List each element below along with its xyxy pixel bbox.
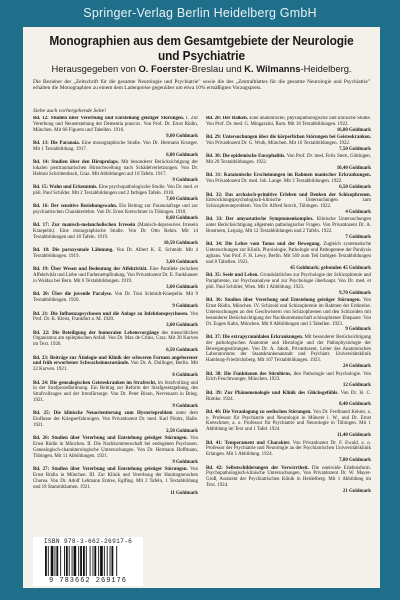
volume-entry <box>206 466 371 495</box>
volume-price: 9 Goldmark <box>172 304 198 310</box>
volume-title: Bd. 31: Katatonische Erscheinungen im Rahmen manischer Erkrankungen. <box>206 173 371 179</box>
volume-description: Von Ernst Rüdin in München. III. Zur Klinik und Vererbung der Huntingtonschen Chorea. Von Dr. Adolf Lehmann Entres, Eglfing. Mit 2 Tafeln, 1 Textabbildung und 18 Stammbäumen. 1921. <box>33 467 198 490</box>
volume-title: Bd. 41: Temperament und Charakter. <box>206 440 293 446</box>
volume-entry <box>206 135 371 153</box>
volume-description: Mit besonderer Berücksichtigung der pathologischen Anatomie und Histologie und der Pathophysiologie der Bewegungsstörungen. Von Dr. A. Jakob, Privatdozent, Leiter des Anatomischen Laboratoriums der Staatskrankenanstalt und Psychiatr. Universitätsklinik Hamburg-Friedrichsberg. Mit 167 Textabbildungen. 1923. <box>206 334 371 364</box>
volume-description: Mit besonderer Berücksichtigung der lokalen posttraumatischen Hirnschwellung nach Schädelverletzungen. Von Dr. Helmut Schröttenbach, Graz. Mit Abbildungen auf 10 Tafeln. 1917. <box>33 160 198 177</box>
barcode-bar <box>60 546 61 576</box>
volume-price: 24 Goldmark <box>342 364 371 370</box>
volume-price: 9 Goldmark <box>345 327 371 333</box>
volume-title: Bd. 26: Studien über Vererbung und Entstehung geistiger Störungen. <box>33 436 191 442</box>
volume-price: 3,60 Goldmark <box>166 259 198 265</box>
volume-price: 7 Goldmark <box>345 235 371 240</box>
volume-price: 16,80 Goldmark <box>336 127 371 133</box>
volume-title: Bd. 24: Die genealogischen Geisteskranken im Strafrecht, <box>33 380 158 386</box>
volume-description: Von Prof. Dr. med. Felix Stern, Göttingen. Mit 20 Textabbildungen. 1922. <box>206 154 371 166</box>
volume-entry <box>206 441 371 464</box>
volume-description: (Manisch-depressives Irresein Kraepelin). Eine monographische Studie. Von Dr. Otto Rehm. Mit 14 Textabbildungen und 18 Tafeln. 1919. <box>33 223 198 240</box>
volume-price: 8,60 Goldmark <box>166 215 198 221</box>
volume-title: Bd. 21: Die Influenzapsychosen und die Anlage zu Infektionspsychosen. <box>33 311 191 317</box>
volume-description: Von Ernst Rüdin in München. II. Die Nachkommenschaft bei endogenen Psychosen. Genealogisch-charakterologische Untersuchungen. Von Dr. Hermann Hoffmann, Tübingen. Mit 11 Abbildungen. 1921. <box>33 436 198 459</box>
volume-entry <box>206 372 371 390</box>
subscriber-note: Die Bezieher der „Zeitschrift für die gesamte Neurologie und Psychiatrie" sowie die des „Zentralblattes für die gesamte Neurologie und Psychiatrie" erhalten die Monographien zu einem dem Ladenpreise gegenüber um etwa 10% ermäßigten Vorzugspreis. <box>33 79 370 92</box>
volume-title: Bd. 16: Der sensitive Beziehungswahn. <box>33 204 120 210</box>
barcode-bar <box>66 546 68 576</box>
volume-entry <box>33 185 198 203</box>
volume-description: Eine Parallele zwischen Affektivität und Liebe und Farbenempfindung. Von Privatdozent Dr. E. Fankhauser in Waldau bei Bern. Mit 6 Textabbildungen. 1919. <box>33 267 198 285</box>
volume-entry <box>33 292 198 310</box>
volume-description: unter dem Einflusse der Kriegserfahrungen. Von Privatdozent Dr. med. Karl Pönitz, Halle. 1921. <box>33 411 198 429</box>
volume-price: 4 Goldmark <box>345 210 371 216</box>
volume-price: 12 Goldmark <box>342 383 371 389</box>
barcode-bar <box>90 546 91 576</box>
barcode-bar <box>93 546 94 576</box>
volume-price: 7,60 Goldmark <box>166 196 198 202</box>
volume-title: Bd. 12: Studien über Vererbung und Entstehung geistiger Störungen. <box>33 116 187 121</box>
volume-price: 2,50 Goldmark <box>166 428 198 434</box>
volume-entry <box>33 116 198 139</box>
volume-entry <box>206 193 371 216</box>
volume-entry <box>33 141 198 159</box>
barcode-bar <box>51 546 54 576</box>
volume-price: 9 Goldmark <box>172 459 198 465</box>
volume-price: 11,40 Goldmark <box>336 433 371 439</box>
volume-price: 9,70 Goldmark <box>339 290 371 296</box>
volume-price: 9,60 Goldmark <box>166 133 198 139</box>
volume-entry <box>206 173 371 191</box>
volume-description: Von Privatdozent Dr. F. Ewald, a. o. Professor der Psychiatrie und Neurologie an der Psychiatrischen Universitätsklinik Erlangen. Mit 1 Abbildung. 1924. <box>206 440 371 458</box>
volume-title: Bd. 29: Untersuchungen über die körperlichen Störungen bei Geisteskranken. <box>206 135 371 141</box>
advertisement-page <box>23 27 380 588</box>
volume-title: Bd. 18: Die paroxysmale Lähmung. <box>33 248 117 254</box>
volume-price: 7,50 Goldmark <box>339 146 371 152</box>
barcode-number: 9 783662 269176 <box>48 577 127 585</box>
barcode-bar <box>86 546 87 576</box>
volume-description: Eine monographische Studie. Von Dr. Hermann Krueger. Mit 1 Textabbildung. 1917. <box>33 140 198 152</box>
barcode-bar <box>110 546 111 576</box>
volume-description: ihre Pathologie und Psychologie. Von Erich Feuchtwanger, München. 1923. <box>206 371 371 383</box>
see-previous-page-note: Siehe auch vorhergehende Seite! <box>33 108 107 114</box>
volume-title: Bd. 33: Der amyostatische Symptomenkomplex. <box>206 217 317 223</box>
volume-price: 6,50 Goldmark <box>339 185 371 191</box>
volume-entry <box>206 154 371 172</box>
volume-entry <box>33 204 198 222</box>
volume-price: 6,80 Goldmark <box>166 152 198 158</box>
volume-description: I. Zur Vererbung und Neuentstehung der Dementia praecox. Von Prof. Dr. Ernst Rüdin, München. Mit 66 Figuren und Tabellen. 1916. <box>33 116 198 133</box>
volume-description: Von Dr. A. Dollinger, Berlin. Mit 22 Kurven. 1921. <box>33 361 198 373</box>
volume-entry <box>206 335 371 370</box>
volume-entry <box>206 298 371 333</box>
volume-title: Bd. 15: Wahn und Erkenntnis. <box>33 185 99 191</box>
volume-price: 9 Goldmark <box>172 403 198 409</box>
volume-price: 10,50 Goldmark <box>163 240 198 246</box>
volume-description: Von Dr. Toni Schmidt-Kraepelin. Mit 9 Textabbildungen. 1920. <box>33 292 198 304</box>
volume-entry <box>33 223 198 246</box>
volume-description: Entwicklungspsychologisch-klinische Untersuchungen zum Schizophrenieproblem. Von Dr. Alfred Storch, Tübingen. 1922. <box>206 198 371 210</box>
barcode-bar <box>45 546 47 576</box>
volume-entry <box>206 410 371 439</box>
publisher-bar <box>0 0 400 27</box>
volume-entry <box>33 312 198 330</box>
barcode-bar <box>80 546 82 576</box>
volume-entry <box>33 356 198 379</box>
barcode-bar <box>69 546 70 576</box>
editor-1-location: -Breslau und <box>188 63 242 74</box>
volume-title: Bd. 23: Beiträge zur Ätiologie und Klinik der schweren Formen angeborener und früh erworbener Schwachsinnszustände. <box>33 355 198 367</box>
isbn-label: ISBN 978-3-662-26917-6 <box>43 538 133 545</box>
volume-title: Bd. 42: Selbstschilderungen der Verwirrtheit. <box>206 465 312 471</box>
volume-title: Bd. 36: Studien über Vererbung und Entstehung geistiger Störungen. <box>206 298 364 304</box>
volume-price: 11 Goldmark <box>170 490 198 496</box>
volume-title: Bd. 39: Zur Phänomenologie und Klinik des Glücksgefühls. <box>206 390 341 396</box>
volume-title: Bd. 17: Zur manisch-melancholischen Irresein <box>33 223 138 229</box>
volume-description: Grundsätzliches zur Psychologie der Schizophrenie und Paraphrenie, zur Psychoanalyse und zur Psychologie überhaupt. Von Dr. med. et phil. Paul Schilder, Wien. Mit 1 Abbildung. 1923. <box>206 273 371 290</box>
volume-description: Von Dr. Ferdinand Kehrer, a. o. Professor für Psychiatrie und Neurologie in Münster i. W., und Dr. Ernst Kretschmer, a. o. Professor für Psychiatrie und Neurologie in Tübingen. Mit 1 Abbildung im Text und 1 Tafel. 1924. <box>206 409 371 433</box>
volume-entry <box>33 467 198 496</box>
volume-description: Klinische Untersuchungen unter Berücksichtigung allgemein pathologischer Fragen. Von Privatdozent Dr. A. Bostroem, Leipzig. Mit 12 Textabbildungen und 2 Tafeln. 1922. <box>206 217 371 235</box>
volume-description: Eine anatomische, physiopathologische und klinische Studie. Von Prof. Dr. med. G. Mingazzini, Rom. Mit 18 Textabbildungen. 1922. <box>206 116 371 127</box>
volume-title: Bd. 25: Die klinische Neuorientierung zum Hysterieproblem <box>33 411 176 417</box>
editor-1: O. Foerster <box>138 63 189 74</box>
volume-title: Bd. 34: Die Lehre vom Tonus und der Bewegung. <box>206 242 324 248</box>
volume-description: Die oneiroide Erlebnisform. Psychopathologisch-klinische Untersuchungen. Von Privatdozent Dr. W. Mayer-Groß, Assistent der Psychiatrischen Klinik in Heidelberg. Mit 1 Abbildung im Text. 1924. <box>206 465 371 489</box>
barcode-bar <box>98 546 99 576</box>
series-title: Monographien aus dem Gesamtgebiete der Neurologie und Psychiatrie <box>49 33 354 63</box>
volume-title: Bd. 32: Das archaisch-primitive Erleben und Denken der Schizophrenen. <box>206 192 371 198</box>
volume-description: Von Prof. Dr. K. Kleist, Frankfurt a. M. 1920. <box>33 311 198 323</box>
editors-prefix: Herausgegeben von <box>51 63 136 74</box>
volume-title: Bd. 30: Die epidemische Encephalitis. <box>206 154 287 160</box>
barcode-bar <box>112 546 114 576</box>
volume-title: Bd. 13: Die Paranoia. <box>33 140 82 146</box>
volume-description: Ein Beitrag zur Paranoiafrage und zur psychiatrischen Charakterlehre. Von Dr. Ernst Kretschmer in Tübingen. 1918. <box>33 204 198 216</box>
barcode-bar <box>107 546 108 576</box>
volume-description: Von Privatdozent Dr. G. Wuth, München. Mit 16 Textabbildungen. 1922. <box>206 140 351 146</box>
barcode-bar <box>104 546 105 576</box>
volume-price: 7,80 Goldmark <box>339 458 371 464</box>
volume-entry <box>33 267 198 290</box>
editor-2-location: -Heidelberg. <box>300 63 352 74</box>
volume-price: 45 Goldmark; gebunden 45 Goldmark <box>290 265 371 271</box>
volume-title: Bd. 37: Die extrapyramidalen Erkrankungen. <box>206 334 305 340</box>
barcode-graphic <box>45 546 137 576</box>
volume-entry <box>33 436 198 465</box>
volume-entry <box>33 160 198 183</box>
volume-title: Bd. 20: Über die juvenile Paralyse. <box>33 292 115 298</box>
volume-description: Eine psychopathologische Studie. Von Dr. med. et phil. Paul Schilder. Mit 2 Textabbildungen und 2 farbigen Tafeln. 1918. <box>33 185 198 196</box>
volume-title: Bd. 38: Die Funktionen des Stirnhirns, <box>206 371 294 377</box>
barcode-bar <box>83 546 85 576</box>
volume-description: des menschlichen Organismus am epileptischen Anfall. Von Dr. Max de Crinis, Graz. Mit 28 Kurven im Text. 1920. <box>33 330 198 348</box>
volume-title: Bd. 40: Die Veranlagung zu seelischen Störungen. <box>206 409 313 415</box>
volume-description: im Strafvollzug und in der Strafprozeßordnung. Ein Beitrag zur Reform der Strafgesetzgebung, des Strafvollzuges und der Irrenfürsorge. Von Dr. Peter Rixen, Nervenarzt in Brieg. 1921. <box>33 380 198 404</box>
editor-2: K. Wilmanns <box>244 63 301 74</box>
barcode-bar <box>55 546 56 576</box>
volume-price: 21 Goldmark <box>342 488 371 494</box>
barcode-bar <box>48 546 49 576</box>
volume-description: Von Ernst Rüdin, München. IV. Schizoid und Schizophrenie im Rahmen der Erbkreise. Untersuchungen an den Geschwistern von Schizophrenen und den Schizoiden mit besonderer Berücksichtigung der Nachkommenschaft schizophrener Ehepaare. Von Dr. Eugen Kahn, München. Mit 8 Abbildungen und 3 Tabellen. 1923. <box>206 298 371 327</box>
volume-entry <box>206 116 371 134</box>
barcode-bar <box>100 546 103 576</box>
volume-title: Bd. 27: Studien über Vererbung und Entstehung geistiger Störungen. <box>33 467 191 473</box>
barcode-bar <box>56 546 58 576</box>
barcode-bar <box>74 546 77 576</box>
volume-price: 3,60 Goldmark <box>166 284 198 290</box>
volume-entry <box>206 391 371 409</box>
volume-price: 8,40 Goldmark <box>339 402 371 408</box>
volume-entry <box>33 331 198 354</box>
volume-price: 6 Goldmark <box>172 373 198 379</box>
barcode-bar <box>116 546 117 576</box>
volume-entry <box>33 381 198 410</box>
volume-price: 10,40 Goldmark <box>336 165 371 171</box>
barcode-bar <box>72 546 73 576</box>
barcode-bar <box>64 546 65 576</box>
editors-line <box>29 63 374 74</box>
volume-title: Bd. 22: Die Beteiligung der humoralen Lebensvorgänge <box>33 330 162 336</box>
volume-price: 6,50 Goldmark <box>166 348 198 354</box>
volume-entry <box>33 248 198 266</box>
volume-title: Bd. 35: Seele und Leben. <box>206 273 260 279</box>
volume-description: Von Dr. Albert K. E. Schmidt. Mit 4 Textabbildungen. 1919. <box>33 248 198 260</box>
volume-title: Bd. 19: Über Wesen und Bedeutung der Affektivität. <box>33 267 150 273</box>
volume-price: 3,60 Goldmark <box>166 323 198 329</box>
volume-entry <box>206 217 371 240</box>
volume-title: Bd. 14: Studien über den Hirnprolaps. <box>33 160 122 166</box>
isbn-barcode-box <box>33 537 143 586</box>
volume-entry <box>33 411 198 434</box>
volume-entry <box>206 273 371 296</box>
volume-title: Bd. 28: Der Balken. <box>206 116 250 121</box>
barcode-bar <box>78 546 79 576</box>
barcode-bar <box>94 546 96 576</box>
volume-description: Zugleich systematische Untersuchungen zur Klinik, Physiologie, Pathologie und Pathogenese der Paralysis agitans. Von Prof. F. H. Lewy, Berlin. Mit 569 zum Teil farbigen Textabbildungen und 8 Tabellen. 1923. <box>206 242 371 265</box>
right-column-list <box>206 116 371 586</box>
volume-description: Von Dr. H. C. Rümke. 1924. <box>206 390 371 402</box>
volume-description: Von Privatdozent Dr. med. Joh. Lange. Mit 3 Textabbildungen. 1922. <box>206 179 343 185</box>
left-column-list <box>33 116 198 586</box>
publisher-name: Springer-Verlag Berlin Heidelberg GmbH <box>83 6 317 20</box>
volume-entry <box>206 242 371 271</box>
volume-price: 9 Goldmark <box>172 177 198 183</box>
